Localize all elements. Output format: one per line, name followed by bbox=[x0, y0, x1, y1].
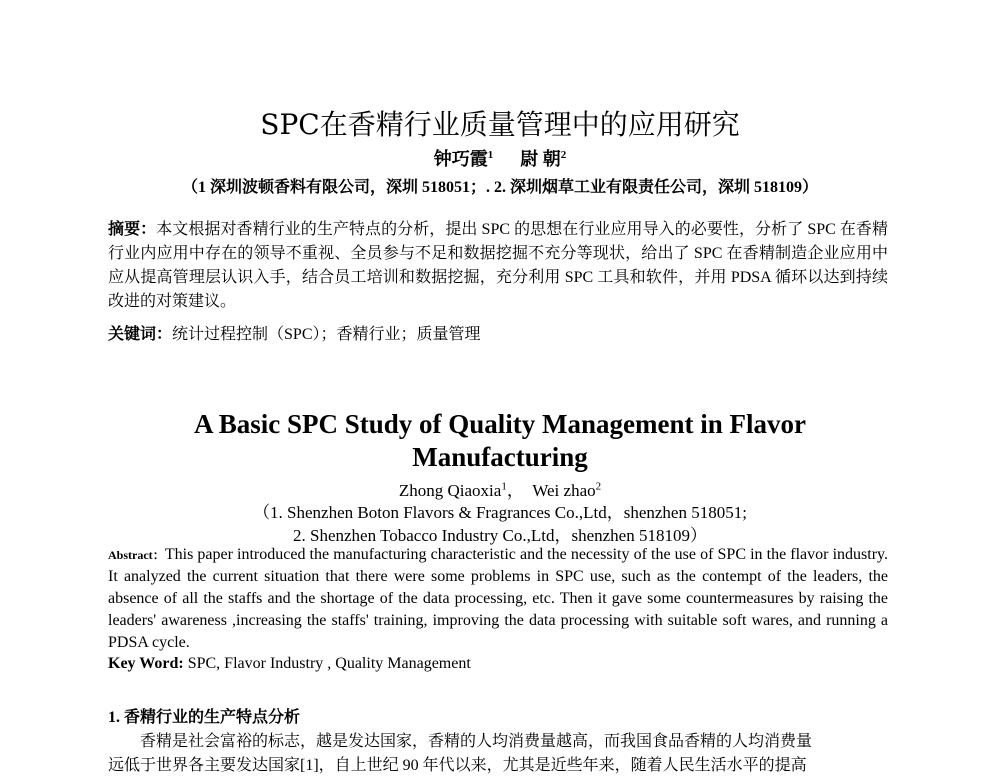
cn-abstract-label: 摘要： bbox=[108, 221, 157, 238]
english-affiliation-1: （1. Shenzhen Boton Flavors & Fragrances Co.,Ltd，shenzhen 518051; bbox=[253, 503, 747, 522]
en-author-2: Wei zhao bbox=[532, 481, 596, 500]
english-title bbox=[0, 408, 1000, 474]
english-abstract bbox=[108, 544, 888, 654]
cn-author-2-sup: 2 bbox=[560, 149, 567, 161]
en-author-1: Zhong Qiaoxia bbox=[398, 481, 502, 500]
cn-author-1: 钟巧霞 bbox=[433, 149, 488, 169]
chinese-keywords bbox=[108, 321, 481, 344]
en-keywords-text: SPC, Flavor Industry , Quality Management bbox=[187, 655, 471, 672]
en-abstract-text: This paper introduced the manufacturing characteristic and the necessity of the use of SPC in the flavor industry. It analyzed the current situation that there were some problems in SPC use, such as the contempt of the leaders, the absence of all the staffs and the shortage of the data processing, etc. Then it gave some countermeasures by raising the leaders' awareness ,increasing the staffs' training, improving the data processing with suitable soft wares, and running a PDSA cycle. bbox=[108, 546, 888, 651]
section-1-cutoff-line: 远低于世界各主要发达国家[1]，自上世纪 90 年代以来，尤其是近些年来，随着人民生活水平的提高 bbox=[108, 757, 807, 774]
cn-author-2: 尉 朝 bbox=[520, 149, 561, 169]
chinese-authors bbox=[0, 145, 1000, 171]
english-keywords bbox=[108, 655, 471, 673]
en-abstract-label: Abstract： bbox=[108, 548, 165, 562]
en-keywords-label: Key Word: bbox=[108, 655, 184, 672]
english-title-line-1: A Basic SPC Study of Quality Management in Flavor bbox=[193, 409, 807, 439]
chinese-abstract bbox=[108, 218, 888, 314]
en-author-2-sup: 2 bbox=[595, 480, 602, 493]
section-1-paragraph: 香精是社会富裕的标志，越是发达国家，香精的人均消费量越高，而我国食品香精的人均消费量 bbox=[140, 733, 813, 750]
section-1-heading: 1. 香精行业的生产特点分析 bbox=[108, 709, 301, 726]
cn-keywords-text: 统计过程控制（SPC）；香精行业；质量管理 bbox=[172, 326, 481, 343]
cn-abstract-text: 本文根据对香精行业的生产特点的分析，提出 SPC 的思想在行业应用导入的必要性，分析了 SPC 在香精行业内应用中存在的领导不重视、全员参与不足和数据挖掘不充分等现状，给出了 SPC 在香精制造企业应用中应从提高管理层认识入手，结合员工培训和数据挖掘，充分利用 SPC 工具和软件，并用 PDSA 循环以达到持续改进的对策建议。 bbox=[108, 221, 888, 310]
english-affiliation-2: 2. Shenzhen Tobacco Industry Co.,Ltd，shenzhen 518109） bbox=[293, 526, 707, 545]
english-title-line-2: Manufacturing bbox=[412, 442, 588, 472]
chinese-affiliation: （1 深圳波顿香料有限公司，深圳 518051；. 2. 深圳烟草工业有限责任公司，深圳 518109） bbox=[181, 179, 818, 196]
en-author-1-sup: 1 bbox=[501, 480, 507, 493]
cn-keywords-label: 关键词： bbox=[108, 326, 173, 343]
en-author-separator: ， bbox=[506, 481, 524, 500]
cn-author-1-sup: 1 bbox=[487, 149, 494, 161]
chinese-title: SPC在香精行业质量管理中的应用研究 bbox=[260, 108, 740, 141]
